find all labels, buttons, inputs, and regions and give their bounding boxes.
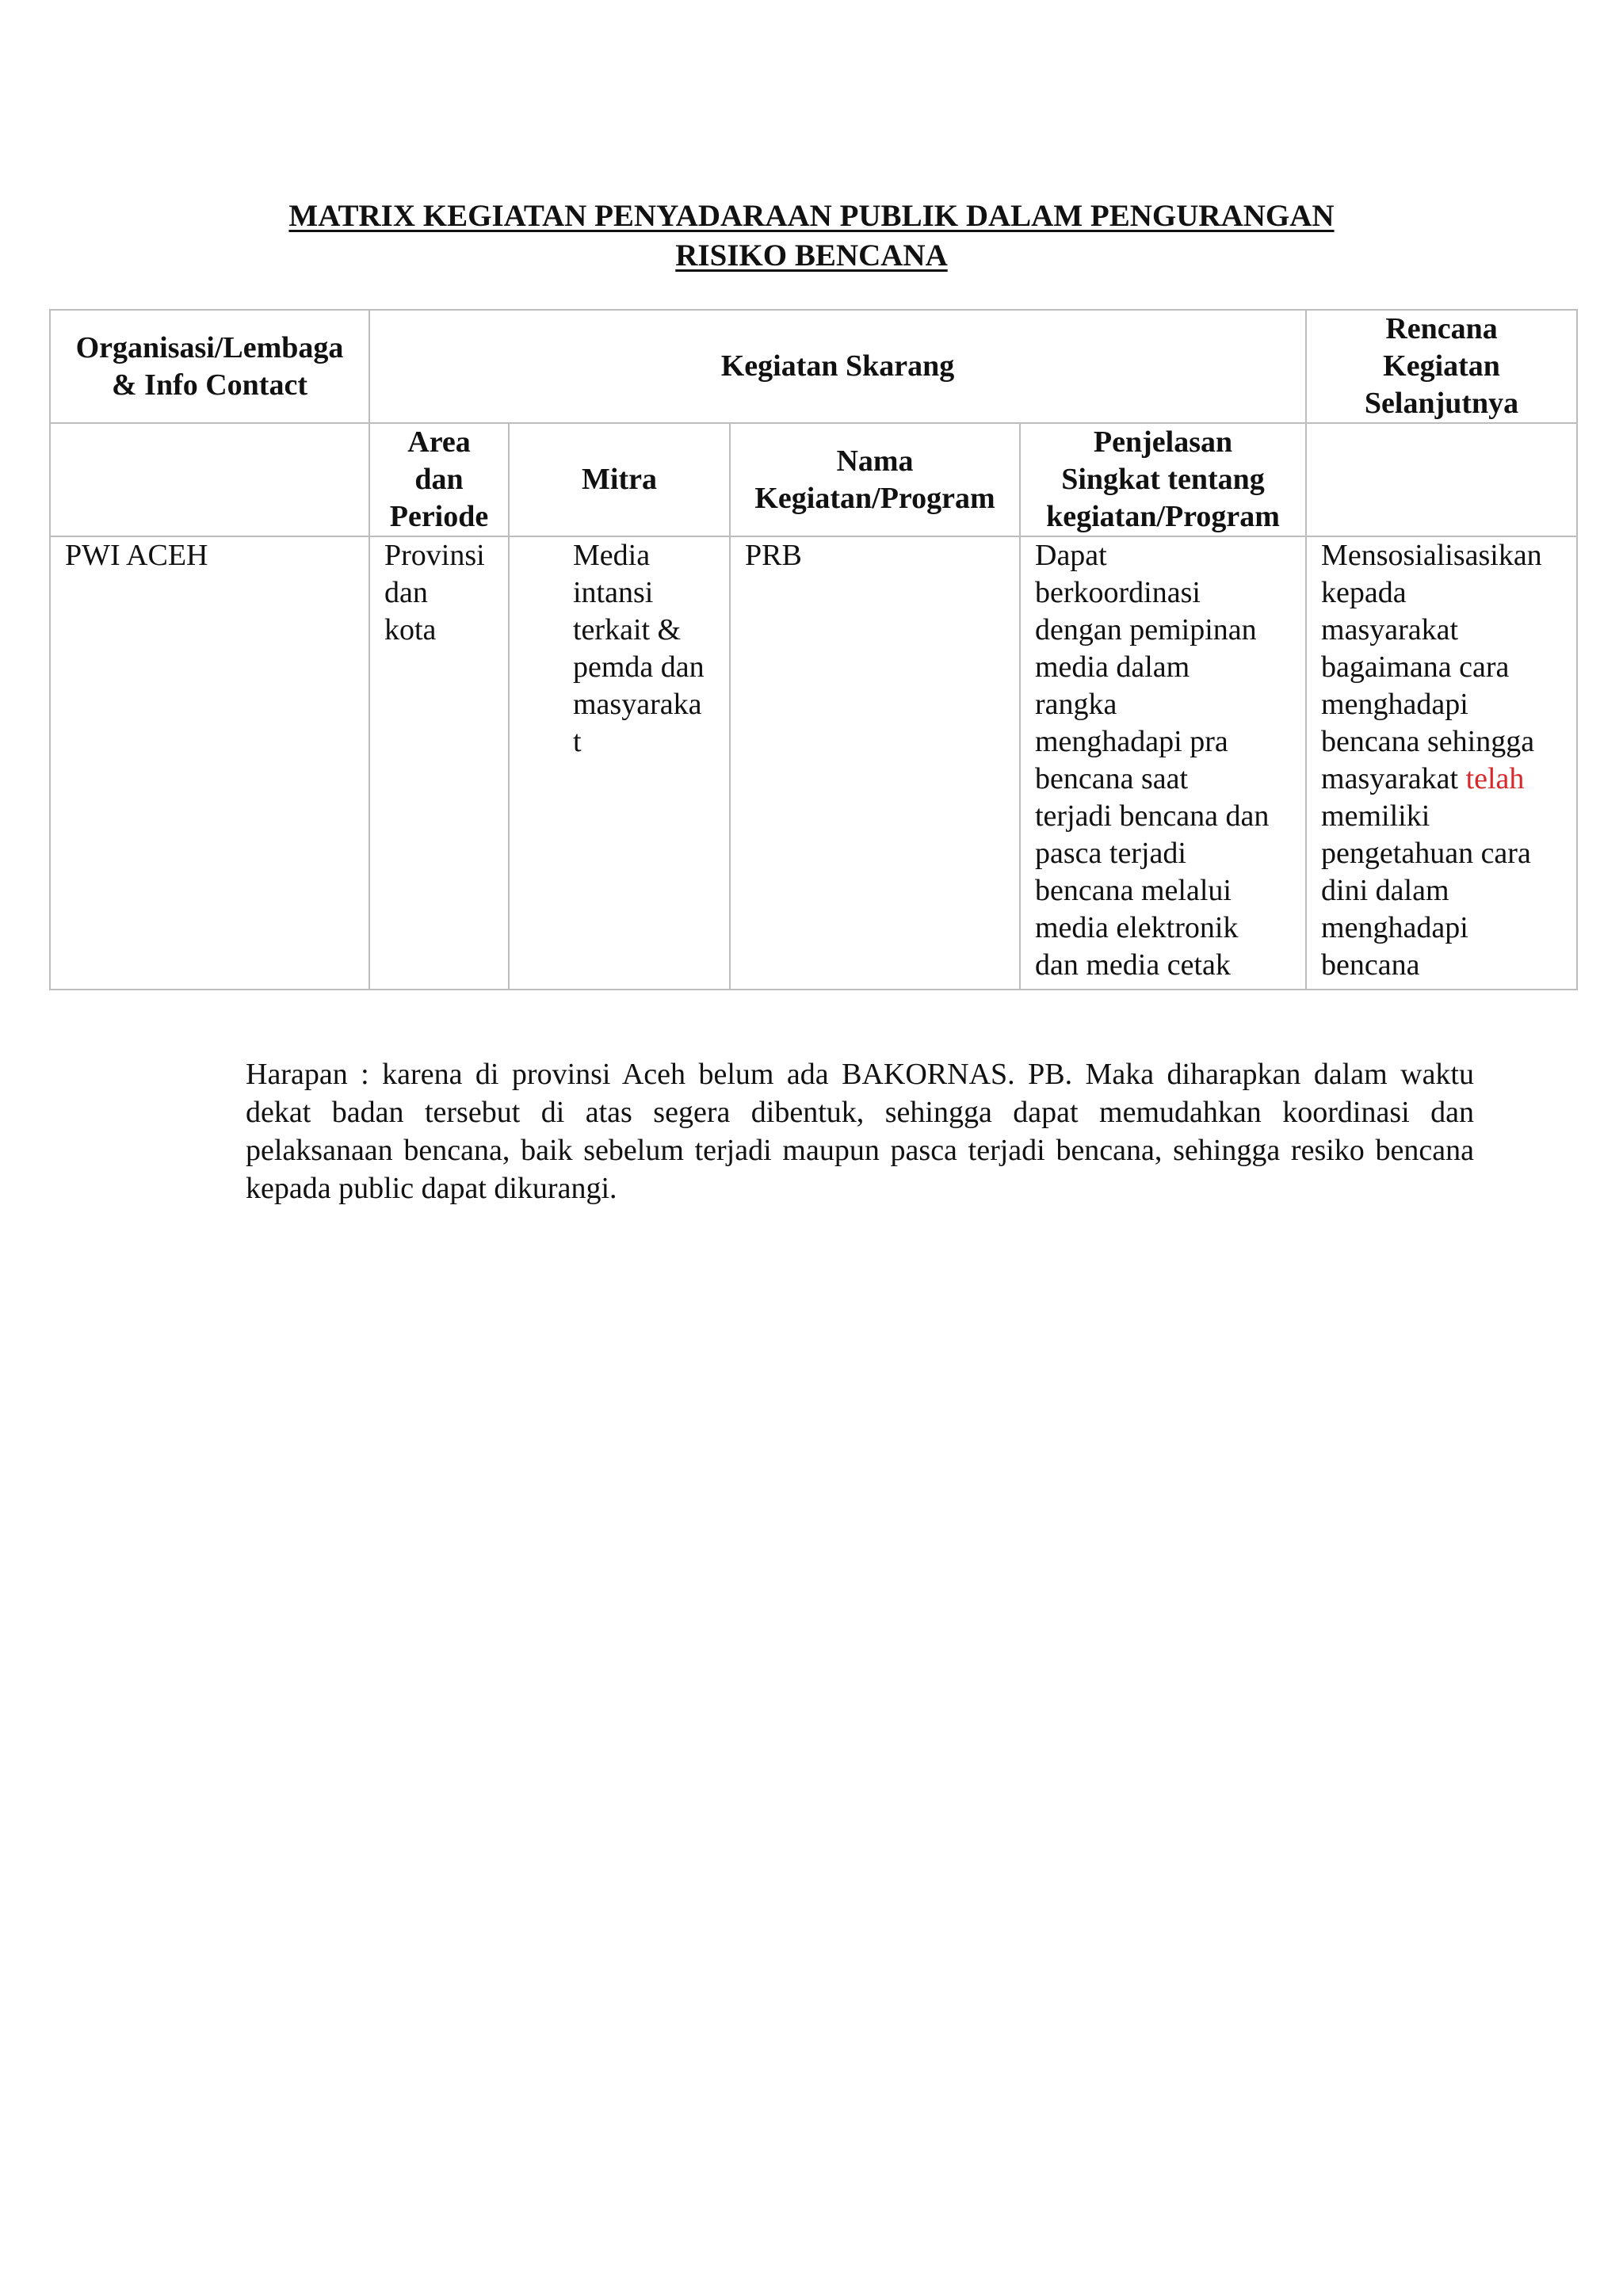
subheader-mitra: Mitra [509,423,730,536]
subheader-empty-right [1306,423,1577,536]
table-subheader-row [50,423,1577,536]
cell-penjelasan: Dapat berkoordinasi dengan pemipinan media dalam rangka menghadapi pra bencana saat terjadi bencana dan pasca terjadi bencana melalui media elektronik dan media cetak [1020,536,1306,990]
activity-matrix-table [49,309,1578,990]
cell-area: Provinsi dan kota [369,536,509,990]
cell-organisasi: PWI ACEH [50,536,369,990]
harapan-paragraph: Harapan : karena di provinsi Aceh belum ada BAKORNAS. PB. Maka diharapkan dalam waktu dekat badan tersebut di atas segera dibentuk, sehingga dapat memudahkan koordinasi dan pelaksanaan bencana, baik sebelum terjadi maupun pasca terjadi bencana, sehingga resiko bencana kepada public dapat dikurangi. [246,1058,1474,1205]
table-header-row [50,310,1577,423]
title-line-1: MATRIX KEGIATAN PENYADARAAN PUBLIK DALAM PENGURANGAN [288,199,1335,233]
subheader-empty-left [50,423,369,536]
header-rencana: Rencana Kegiatan Selanjutnya [1306,310,1577,423]
table-row [50,536,1577,990]
rencana-text-before: Mensosialisasikan kepada masyarakat bagaimana cara menghadapi bencana sehingga masyarakat [1321,539,1542,795]
subheader-nama: Nama Kegiatan/Program [730,423,1020,536]
cell-mitra: Media intansi terkait & pemda dan masyaraka t [509,536,730,990]
subheader-area: Area dan Periode [369,423,509,536]
rencana-text-after: memiliki pengetahuan cara dini dalam menghadapi bencana [1321,799,1531,982]
header-kegiatan-skarang: Kegiatan Skarang [369,310,1306,423]
document-title [0,196,1623,276]
subheader-penjelasan: Penjelasan Singkat tentang kegiatan/Program [1020,423,1306,536]
cell-rencana [1306,536,1577,990]
rencana-highlight: telah [1465,762,1525,795]
title-line-2: RISIKO BENCANA [675,238,948,273]
cell-nama: PRB [730,536,1020,990]
header-organisasi: Organisasi/Lembaga & Info Contact [50,310,369,423]
